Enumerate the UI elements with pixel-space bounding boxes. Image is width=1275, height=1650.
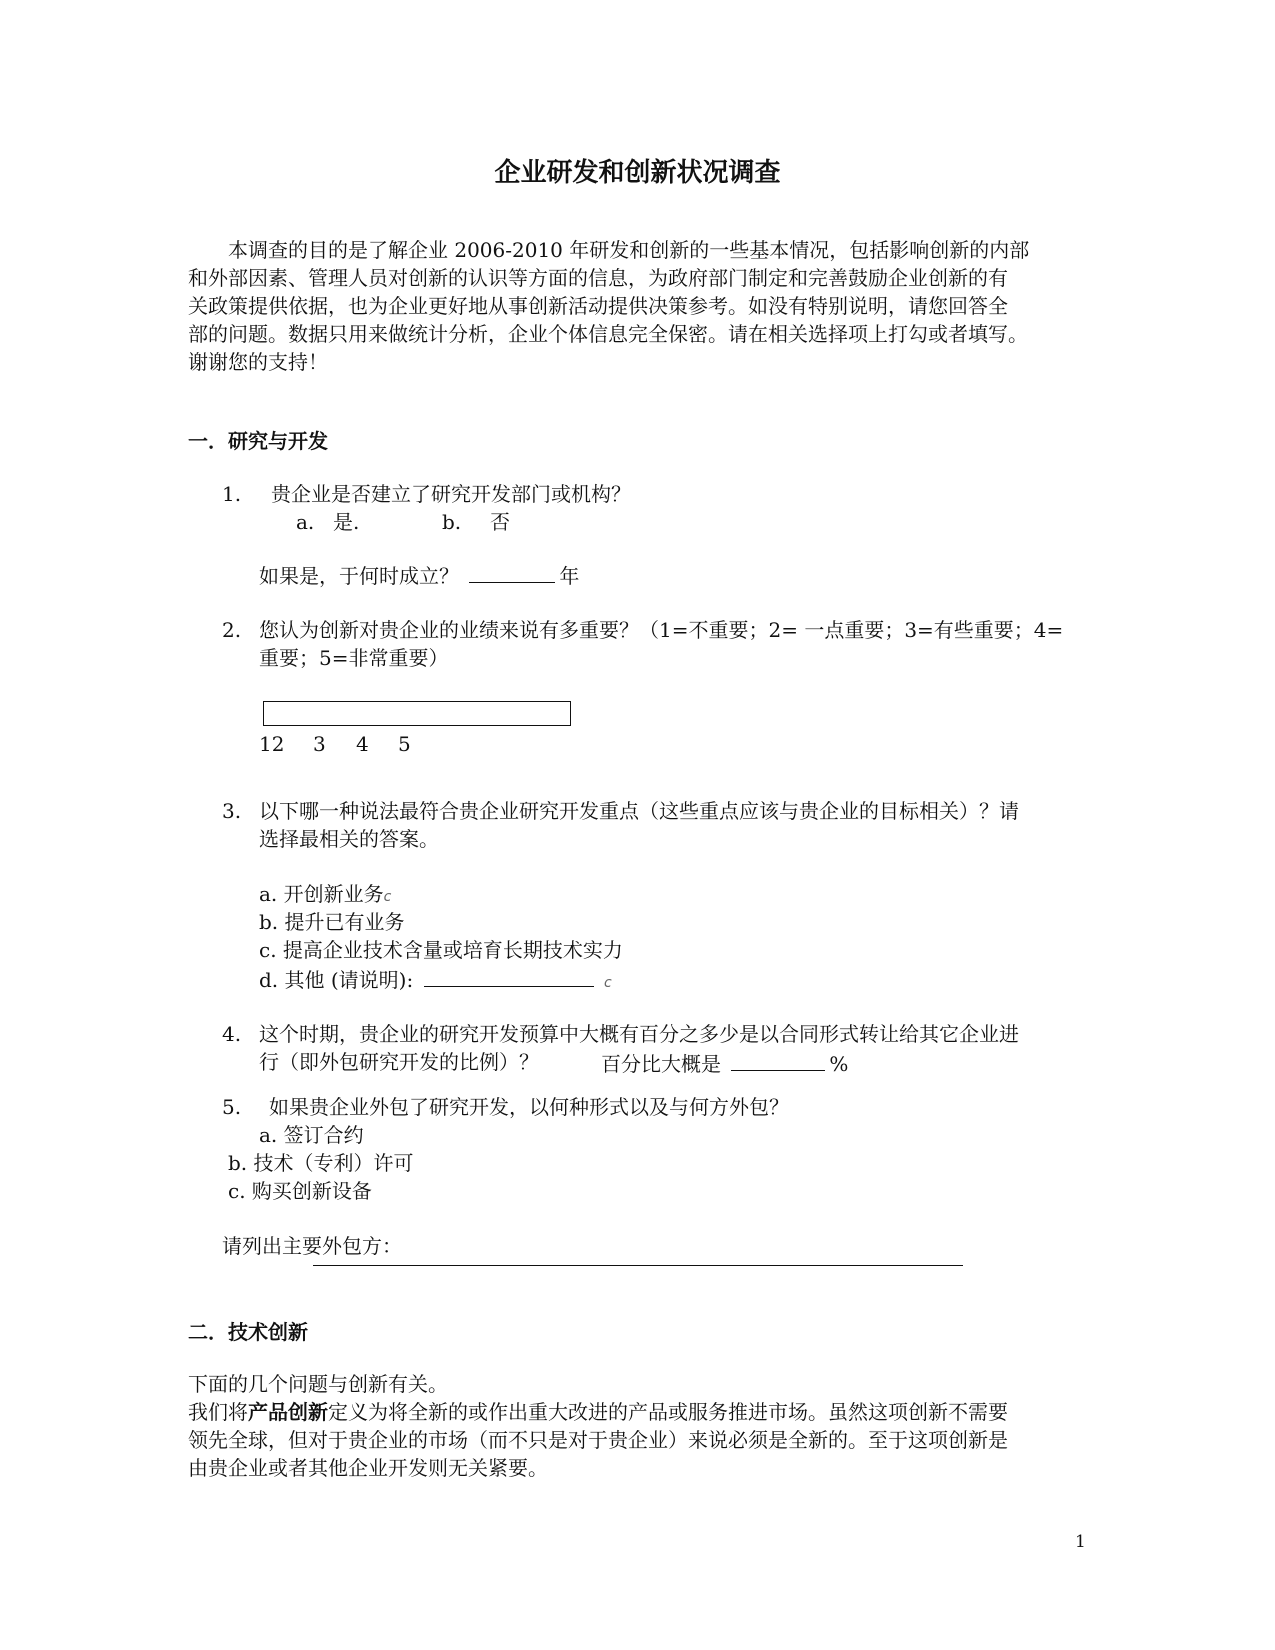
question-3-line: 选择最相关的答案。 <box>259 827 439 851</box>
question-5-text: 如果贵企业外包了研究开发，以何种形式以及与何方外包？ <box>269 1095 789 1119</box>
question-1-text: 贵企业是否建立了研究开发部门或机构？ <box>271 482 631 506</box>
question-number: 5. <box>222 1095 242 1119</box>
percentage-question <box>601 1048 848 1078</box>
intro-line: 谢谢您的支持！ <box>188 350 328 374</box>
follow-up-question <box>259 560 579 590</box>
section-heading-innovation: 二．技术创新 <box>188 1320 308 1344</box>
text-segment: 定义为将全新的或作出重大改进的产品或服务推进市场。虽然这项创新不需要 <box>328 1400 1008 1424</box>
option-text: d. 其他 (请说明): <box>259 968 414 992</box>
checkbox-mark: c <box>603 975 612 991</box>
question-number: 4. <box>222 1022 242 1046</box>
text-segment: 我们将 <box>188 1400 248 1424</box>
question-4-line: 这个时期，贵企业的研究开发预算中大概有百分之多少是以合同形式转让给其它企业进 <box>259 1022 1019 1046</box>
option-no[interactable]: 否 <box>490 510 510 534</box>
option-a-label: a. <box>296 510 315 534</box>
outsourcing-partners-field[interactable] <box>313 1265 963 1266</box>
checkbox-mark: c <box>383 889 392 905</box>
section-2-paragraph: 下面的几个问题与创新有关。 <box>188 1372 448 1396</box>
section-heading-rd: 一．研究与开发 <box>188 429 328 453</box>
question-3-line: 以下哪一种说法最符合贵企业研究开发重点（这些重点应该与贵企业的目标相关）？请 <box>259 799 1019 823</box>
other-specify-field[interactable] <box>424 964 594 987</box>
option-b-label: b. <box>442 510 462 534</box>
option-text: a. 开创新业务 <box>259 882 384 906</box>
intro-line: 关政策提供依据，也为企业更好地从事创新活动提供决策参考。如没有特别说明，请您回答全 <box>188 294 1008 318</box>
percent-unit: % <box>829 1052 849 1076</box>
option-other[interactable] <box>259 964 612 997</box>
intro-line: 部的问题。数据只用来做统计分析，企业个体信息完全保密。请在相关选择项上打勾或者填写。 <box>188 322 1028 346</box>
option-tech-capability[interactable]: c. 提高企业技术含量或培育长期技术实力 <box>259 938 623 962</box>
scale-label: 4 <box>356 732 369 756</box>
page-title: 企业研发和创新状况调查 <box>494 158 781 188</box>
scale-label: 5 <box>398 732 411 756</box>
option-upgrade-business[interactable]: b. 提升已有业务 <box>259 910 405 934</box>
section-2-paragraph: 领先全球，但对于贵企业的市场（而不只是对于贵企业）来说必须是全新的。至于这项创新是 <box>188 1428 1008 1452</box>
product-innovation-definition <box>188 1398 1008 1426</box>
percentage-label: 百分比大概是 <box>601 1052 721 1076</box>
rating-scale-box[interactable] <box>263 701 571 726</box>
question-2-line: 您认为创新对贵企业的业绩来说有多重要？（1=不重要；2= 一点重要；3=有些重要；4= <box>259 618 1064 642</box>
scale-label: 12 <box>259 732 285 756</box>
follow-up-text: 如果是，于何时成立？ <box>259 564 459 588</box>
year-established-field[interactable] <box>469 560 555 583</box>
intro-paragraph <box>188 236 1088 376</box>
section-2-paragraph: 由贵企业或者其他企业开发则无关紧要。 <box>188 1456 548 1480</box>
question-2-line: 重要；5=非常重要） <box>259 646 449 670</box>
scale-label: 3 <box>313 732 326 756</box>
option-yes[interactable]: 是. <box>333 510 360 534</box>
question-4-line: 行（即外包研究开发的比例）？ <box>259 1050 539 1074</box>
product-innovation-term: 产品创新 <box>248 1400 328 1424</box>
question-number: 2. <box>222 618 242 642</box>
percentage-field[interactable] <box>731 1048 825 1071</box>
intro-line: 和外部因素、管理人员对创新的认识等方面的信息，为政府部门制定和完善鼓励企业创新的有 <box>188 266 1008 290</box>
option-equipment[interactable]: c. 购买创新设备 <box>228 1179 372 1203</box>
option-license[interactable]: b. 技术（专利）许可 <box>228 1151 414 1175</box>
question-number: 3. <box>222 799 242 823</box>
page-number: 1 <box>1075 1532 1086 1552</box>
question-number: 1. <box>222 482 242 506</box>
intro-line: 本调查的目的是了解企业 2006-2010 年研发和创新的一些基本情况，包括影响创新的内部 <box>228 238 1030 262</box>
option-contract[interactable]: a. 签订合约 <box>259 1123 364 1147</box>
outsourcing-prompt: 请列出主要外包方： <box>222 1234 402 1258</box>
option-new-business[interactable] <box>259 880 391 911</box>
year-unit: 年 <box>559 564 580 588</box>
